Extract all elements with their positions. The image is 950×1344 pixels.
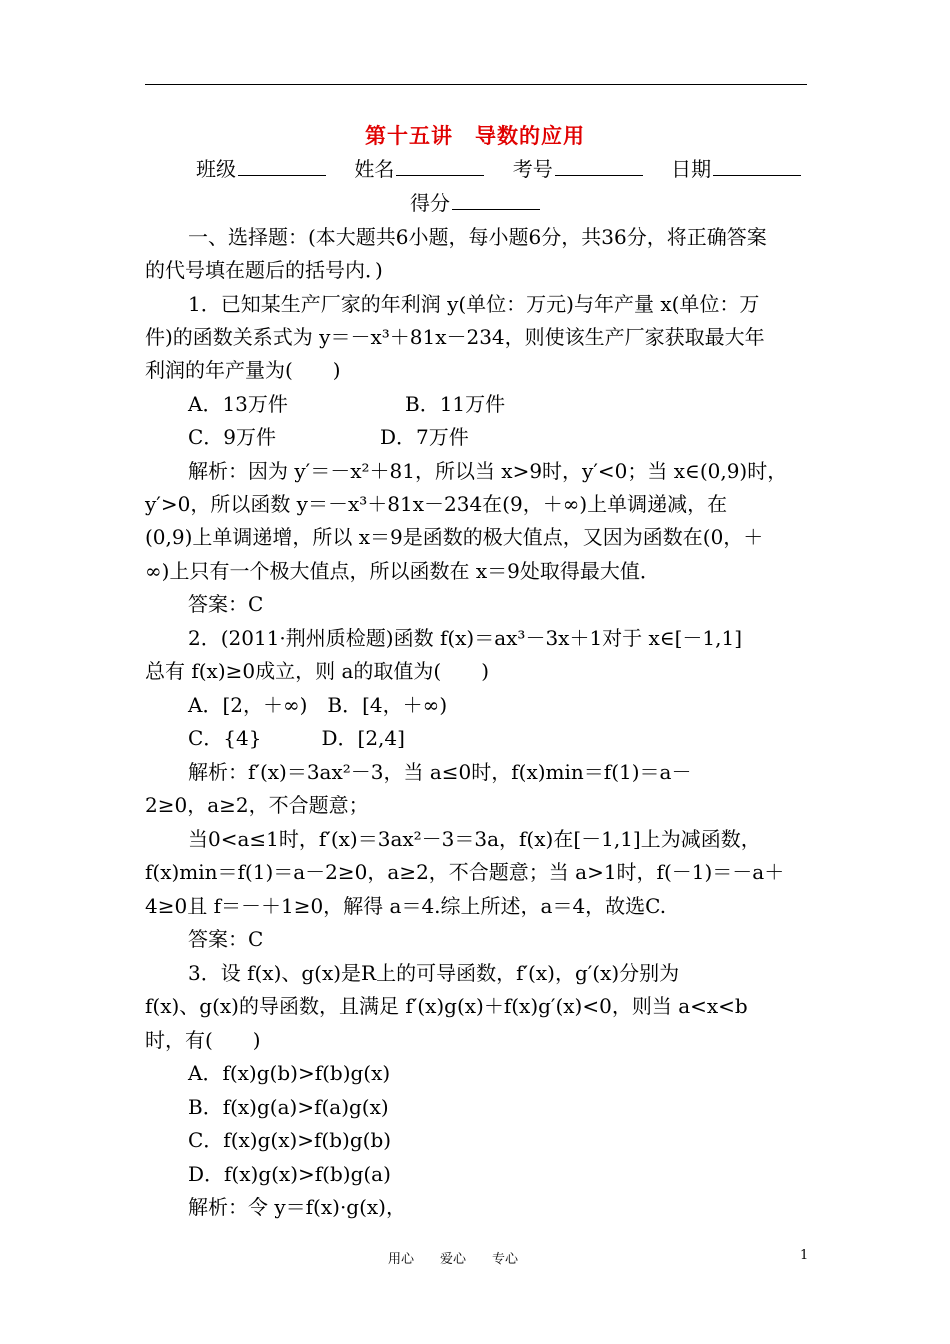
option-d: D．7万件: [380, 425, 469, 449]
section-heading: 一、选择题：(本大题共6小题，每小题6分，共36分，将正确答案: [188, 225, 767, 249]
option-d: D．f(x)g(x)>f(b)g(a): [188, 1162, 391, 1186]
question-1: 1．已知某生产厂家的年利润 y(单位：万元)与年产量 x(单位：万: [188, 292, 760, 316]
analysis: 解析：因为 y′＝－x²＋81，所以当 x>9时，y′<0；当 x∈(0,9)时，: [188, 459, 788, 483]
info-row: [196, 155, 823, 183]
answer: 答案：C: [188, 592, 264, 616]
text-line: 利润的年产量为( ): [145, 358, 341, 382]
question-2: 2．(2011·荆州质检题)函数 f(x)＝ax³－3x＋1对于 x∈[－1,1]: [188, 626, 743, 650]
header-rule: [145, 84, 807, 85]
options-ab: A．[2，＋∞) B．[4，＋∞): [188, 693, 448, 717]
option-a: A．13万件: [188, 392, 288, 416]
option-b: B．f(x)g(a)>f(a)g(x): [188, 1095, 389, 1119]
question-3: 3．设 f(x)、g(x)是R上的可导函数，f′(x)，g′(x)分别为: [188, 961, 680, 985]
score-field[interactable]: 得分: [410, 189, 540, 217]
text-line: 2≥0，a≥2，不合题意；: [145, 793, 369, 817]
answer: 答案：C: [188, 927, 264, 951]
footer-slogan: 用心 爱心 专心: [388, 1252, 519, 1267]
text-line: 总有 f(x)≥0成立，则 a的取值为( ): [145, 659, 490, 683]
text-line: 时，有( ): [145, 1028, 261, 1052]
page-title: 第十五讲 导数的应用: [365, 123, 585, 148]
text-line: 当0<a≤1时，f′(x)＝3ax²－3＝3a，f(x)在[－1,1]上为减函数，: [188, 827, 761, 851]
text-line: f(x)min＝f(1)＝a－2≥0，a≥2，不合题意；当 a>1时，f(－1)＝－a＋: [145, 860, 785, 884]
text-line: 4≥0且 f＝－＋1≥0，解得 a＝4.综上所述，a＝4，故选C.: [145, 894, 667, 918]
text-line: f(x)、g(x)的导函数，且满足 f′(x)g(x)＋f(x)g′(x)<0，则当 a<x<b: [145, 994, 748, 1018]
analysis: 解析：令 y＝f(x)·g(x)，: [188, 1195, 406, 1219]
text-line: 件)的函数关系式为 y＝－x³＋81x－234，则使该生产厂家获取最大年: [145, 325, 765, 349]
option-c: C．9万件: [188, 425, 277, 449]
option-a: A．f(x)g(b)>f(b)g(x): [188, 1061, 391, 1085]
options-cd: C．{4} D．[2,4]: [188, 726, 405, 750]
class-field[interactable]: 班级: [196, 157, 326, 181]
date-field[interactable]: 日期: [671, 157, 801, 181]
text-line: 的代号填在题后的括号内．): [145, 258, 383, 282]
option-b: B．11万件: [405, 392, 506, 416]
option-c: C．f(x)g(x)>f(b)g(b): [188, 1128, 392, 1152]
analysis: 解析：f′(x)＝3ax²－3，当 a≤0时，f(x)min＝f(1)＝a－: [188, 760, 692, 784]
exam-no-field[interactable]: 考号: [513, 157, 643, 181]
text-line: y′>0，所以函数 y＝－x³＋81x－234在(9，＋∞)上单调递减，在: [145, 492, 728, 516]
page-number: 1: [800, 1248, 809, 1263]
name-field[interactable]: 姓名: [354, 157, 484, 181]
text-line: (0,9)上单调递增，所以 x＝9是函数的极大值点，又因为函数在(0，＋: [145, 525, 764, 549]
text-line: ∞)上只有一个极大值点，所以函数在 x＝9处取得最大值．: [145, 559, 660, 583]
